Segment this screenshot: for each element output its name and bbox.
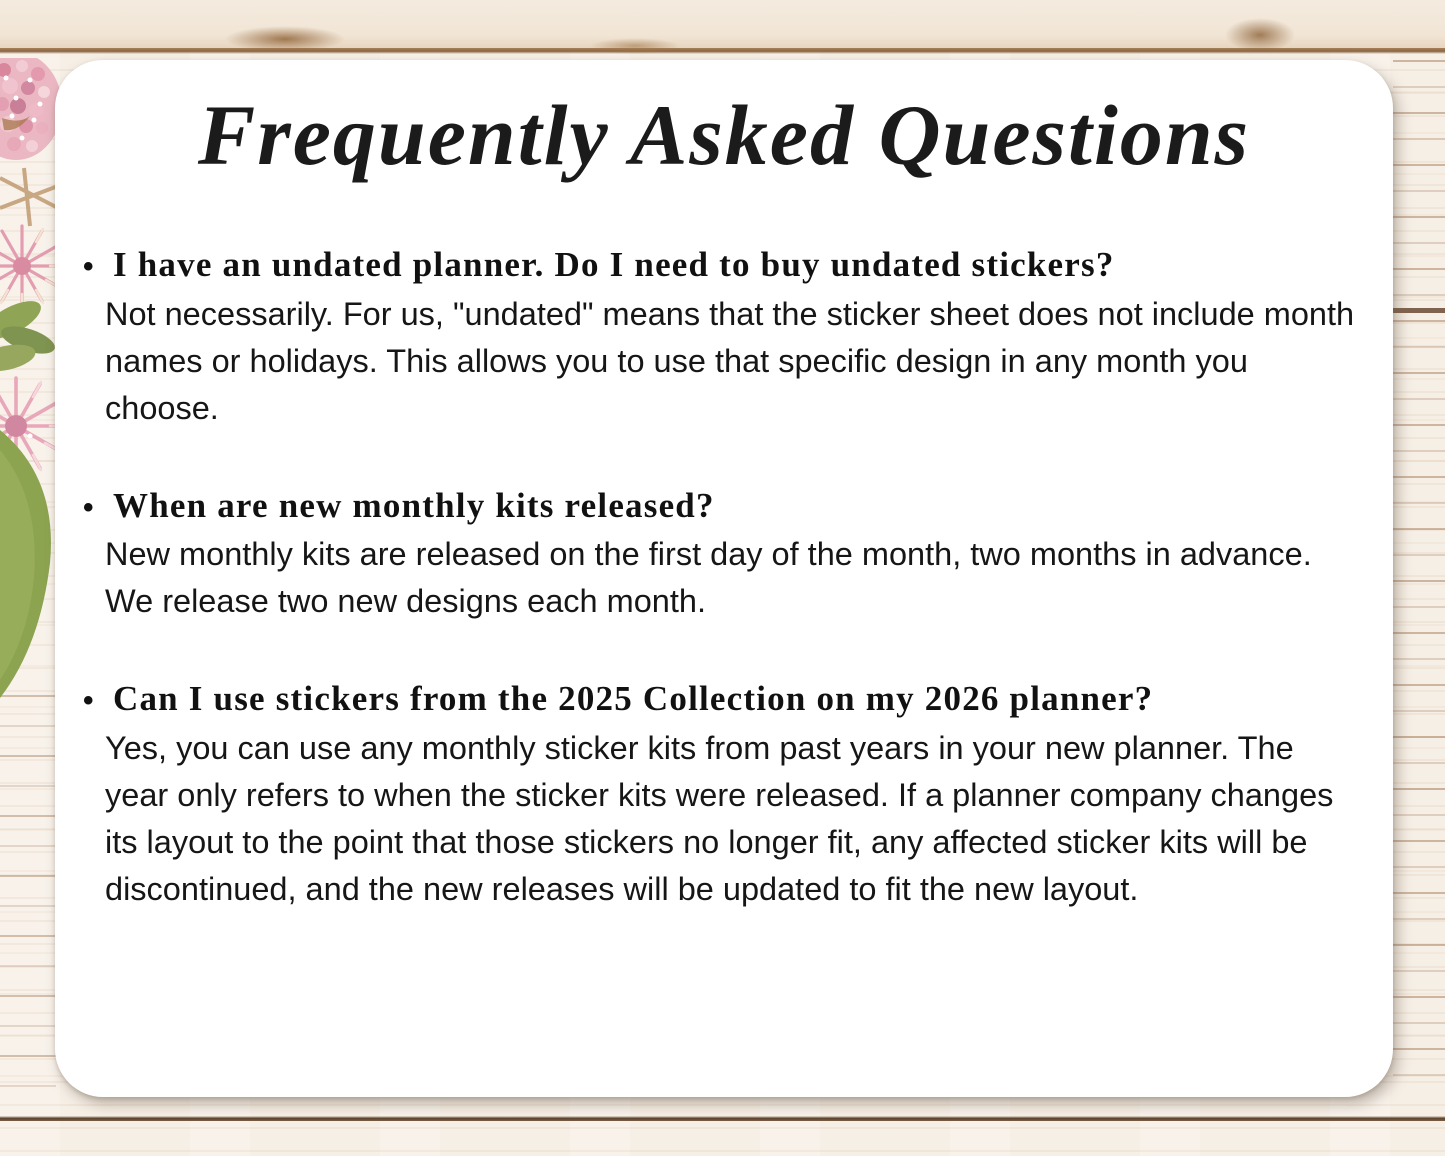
wood-grain-dark-line (1393, 308, 1445, 313)
bullet-icon: • (83, 249, 94, 283)
faq-item (83, 243, 1357, 432)
faq-question: When are new monthly kits released? (113, 485, 715, 525)
wood-grain-right (1393, 60, 1445, 1100)
leaf-illustration (0, 430, 51, 698)
faq-answer: New monthly kits are released on the first day of the month, two months in advance. We release two new designs each month. (105, 536, 1312, 620)
bullet-icon: • (83, 684, 94, 718)
faq-list (55, 243, 1393, 913)
leaf-illustration (0, 293, 58, 375)
faq-answer: Yes, you can use any monthly sticker kits from past years in your new planner. The year only refers to when the sticker kits were released. If a planner company changes its layout to the point that those stickers no longer fit, any affected sticker kits will be discontinued, and the new releases will be updated to fit the new layout. (105, 730, 1334, 908)
faq-card (55, 60, 1393, 1097)
hydrangea-cluster-illustration (0, 58, 62, 160)
faq-question-row (83, 243, 1357, 287)
faq-question: I have an undated planner. Do I need to buy undated stickers? (113, 244, 1115, 284)
wood-grain-left (0, 695, 56, 1110)
faq-question-row (83, 484, 1357, 528)
faq-item (83, 677, 1357, 913)
spiky-flower-illustration (0, 226, 62, 308)
faq-answer: Not necessarily. For us, "undated" means that the sticker sheet does not include month names or holidays. This allows you to use that specific design in any month you choose. (105, 295, 1355, 426)
flower-illustration (0, 58, 62, 703)
wood-knot-blotch (590, 38, 680, 54)
bullet-icon: • (83, 490, 94, 524)
wood-knot-blotch (225, 26, 345, 52)
faq-question-row (83, 677, 1357, 721)
faq-question: Can I use stickers from the 2025 Collection on my 2026 planner? (113, 679, 1154, 719)
wood-knot-blotch (1225, 18, 1295, 52)
wood-seam-top (0, 48, 1445, 54)
wood-seam-bottom (0, 1116, 1445, 1121)
twig-illustration (0, 168, 58, 226)
page-title: Frequently Asked Questions (197, 87, 1251, 183)
faq-item (83, 484, 1357, 626)
